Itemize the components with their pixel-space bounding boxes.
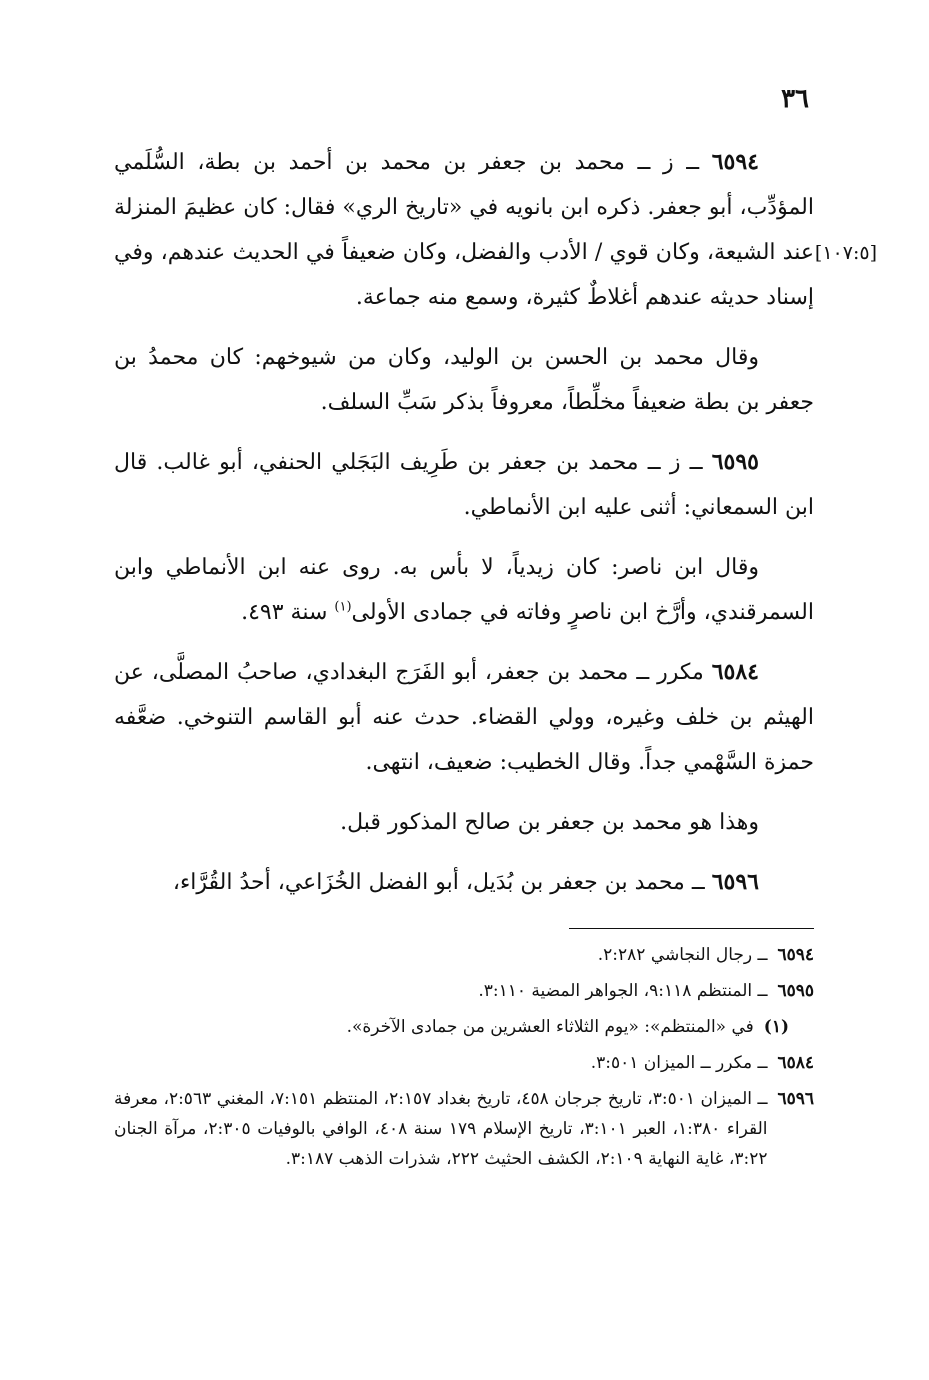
entry-6594 [114, 140, 814, 320]
footnote-6596 [114, 1084, 814, 1174]
entry-6584 [114, 650, 814, 785]
footnote-1 [114, 1012, 814, 1042]
main-text [114, 140, 814, 920]
footnote-text: ــ رجال النجاشي ٢:٢٨٢. [597, 945, 768, 965]
entry-6596 [114, 860, 814, 905]
entry-text: ــ ز ــ محمد بن جعفر بن محمد بن أحمد بن بطة، السُّلَمي المؤدِّب، أبو جعفر. ذكره ابن بانويه في «تاريخ الري» فقال: كان عظيمَ المنزلة عند الشيعة، وكان قوي / الأدب والفضل، وكان ضعيفاً في الحديث عندهم، وفي إسناد حديثه عندهم أغلاطٌ كثيرة، وسمع منه جماعة. [114, 150, 814, 310]
footnote-text: في «المنتظم»: «يوم الثلاثاء العشرين من جمادى الآخرة». [346, 1017, 754, 1037]
footnote-number: ٦٥٩٦ [777, 1089, 814, 1109]
footnote-text: ــ الميزان ٣:٥٠١، تاريخ جرجان ٤٥٨، تاريخ بغداد ٢:١٥٧، المنتظم ٧:١٥١، المغني ٢:٥٦٣، معرفة القراء ١:٣٨٠، العبر ٣:١٠١، تاريخ الإسلام ١٧٩ سنة ٤٠٨، الوافي بالوفيات ٢:٣٠٥، مرآة الجنان ٣:٢٢، غاية النهاية ٢:١٠٩، الكشف الحثيث ٢٢٢، شذرات الذهب ٣:١٨٧. [114, 1089, 768, 1169]
footnote-number: ٦٥٨٤ [777, 1053, 814, 1073]
entry-text: ــ محمد بن جعفر بن بُدَيل، أبو الفضل الخُزَاعي، أحدُ القُرَّاء، [172, 870, 712, 895]
entry-number: ٦٥٩٦ [711, 869, 759, 895]
paragraph-ibn-nasir [114, 545, 814, 635]
footnotes [114, 940, 814, 1180]
entry-number: ٦٥٩٤ [711, 149, 759, 175]
footnote-marker: (١) [334, 599, 352, 615]
footnote-text: ــ المنتظم ٩:١١٨، الجواهر المضية ٣:١١٠. [478, 981, 768, 1001]
footnote-6584 [114, 1048, 814, 1078]
paragraph-ibn-al-walid: وقال محمد بن الحسن بن الوليد، وكان من شيوخهم: كان محمدُ بن جعفر بن بطة ضعيفاً مخلِّطاً، معروفاً بذكر سَبِّ السلف. [114, 345, 814, 415]
footnote-text: ــ مكرر ــ الميزان ٣:٥٠١. [590, 1053, 768, 1073]
entry-number: ٦٥٩٥ [711, 449, 759, 475]
footnote-separator [569, 928, 814, 929]
footnote-number: ٦٥٩٤ [777, 945, 814, 965]
paragraph-text-end: سنة ٤٩٣. [241, 600, 335, 625]
margin-volume-reference: [١٠٧:٥] [814, 242, 877, 264]
footnote-number: ٦٥٩٥ [777, 981, 814, 1001]
paragraph-note: وهذا هو محمد بن جعفر بن صالح المذكور قبل. [340, 810, 759, 835]
footnote-6595 [114, 976, 814, 1006]
entry-number: ٦٥٨٤ [711, 659, 759, 685]
entry-6595 [114, 440, 814, 530]
entry-text: ــ ز ــ محمد بن جعفر بن طَرِيف البَجَلي الحنفي، أبو غالب. قال ابن السمعاني: أثنى عليه ابن الأنماطي. [114, 450, 814, 520]
footnote-6594 [114, 940, 814, 970]
entry-text: مكرر ــ محمد بن جعفر، أبو الفَرَج البغدادي، صاحبُ المصلَّى، عن الهيثم بن خلف وغيره، وولي القضاء. حدث عنه أبو القاسم التنوخي. ضعَّفه حمزة السَّهْمي جداً. وقال الخطيب: ضعيف، انتهى. [114, 660, 814, 775]
paragraph-text: وقال ابن ناصر: كان زيدياً، لا بأس به. روى عنه ابن الأنماطي وابن السمرقندي، وأرَّخ ابن ناصرٍ وفاته في جمادى الأولى [114, 555, 814, 625]
page-number: ٣٦ [781, 84, 809, 114]
footnote-number: (١) [763, 1017, 789, 1037]
